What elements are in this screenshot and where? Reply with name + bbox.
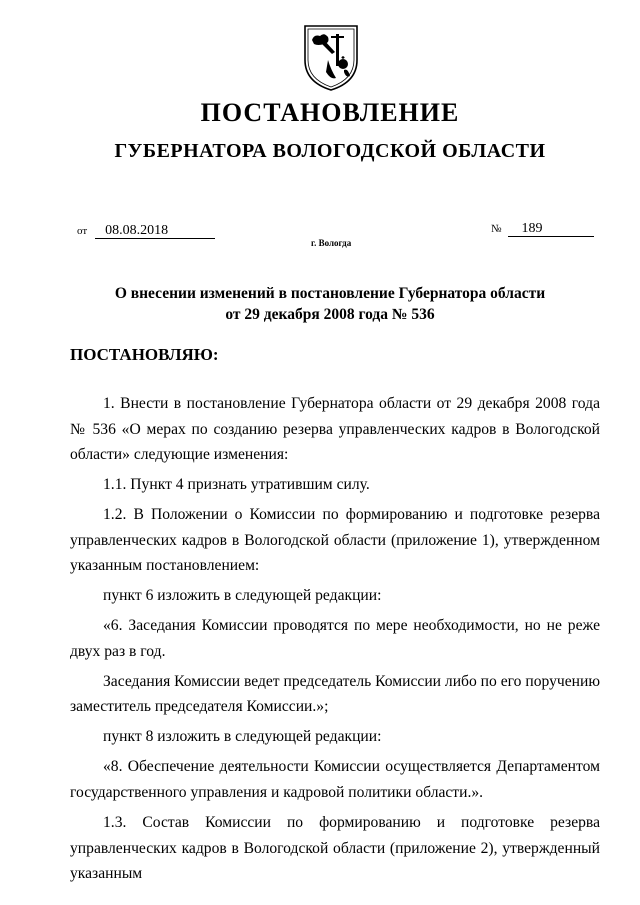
decree-heading: ПОСТАНОВЛЯЮ: [70,345,219,364]
paragraph: «8. Обеспечение деятельности Комиссии осуществляется Департаментом государственного управления и кадровой политики области.». [70,758,600,802]
paragraph: пункт 6 изложить в следующей редакции: [103,587,382,605]
city-label: г. Вологда [311,238,352,248]
document-body [70,391,600,891]
number-label: № [491,223,502,235]
date-label: от [77,225,88,237]
paragraph: 1.3. Состав Комиссии по формированию и подготовке резерва управленческих кадров в Вологодской области (приложение 2), утвержденный указанным [70,814,600,883]
paragraph: 1.1. Пункт 4 признать утратившим силу. [103,476,370,494]
paragraph: Заседания Комиссии ведет председатель Комиссии либо по его поручению заместитель председателя Комиссии.»; [70,672,600,716]
paragraph: пункт 8 изложить в следующей редакции: [103,728,382,746]
paragraph: 1.2. В Положении о Комиссии по формированию и подготовке резерва управленческих кадров в Вологодской области (приложение 1), утвержденном указанным постановлением: [70,506,600,575]
document-subject [0,283,640,325]
document-title: ПОСТАНОВЛЕНИЕ [200,98,460,127]
paragraph: 1. Внести в постановление Губернатора области от 29 декабря 2008 года № 536 «О мерах по созданию резерва управленческих кадров в Вологодской области» следующие изменения: [70,395,600,464]
document-date [77,222,215,239]
subject-line-2: от 29 декабря 2008 года № 536 [225,306,435,323]
paragraph: «6. Заседания Комиссии проводятся по мере необходимости, но не реже двух раз в год. [70,617,600,660]
subject-line-1: О внесении изменений в постановление Губернатора области [114,285,546,302]
coat-of-arms-icon [298,20,364,92]
document-number [491,220,594,237]
date-value: 08.08.2018 [95,224,215,239]
document-issuer: ГУБЕРНАТОРА ВОЛОГОДСКОЙ ОБЛАСТИ [114,140,546,162]
number-value: 189 [508,222,594,237]
